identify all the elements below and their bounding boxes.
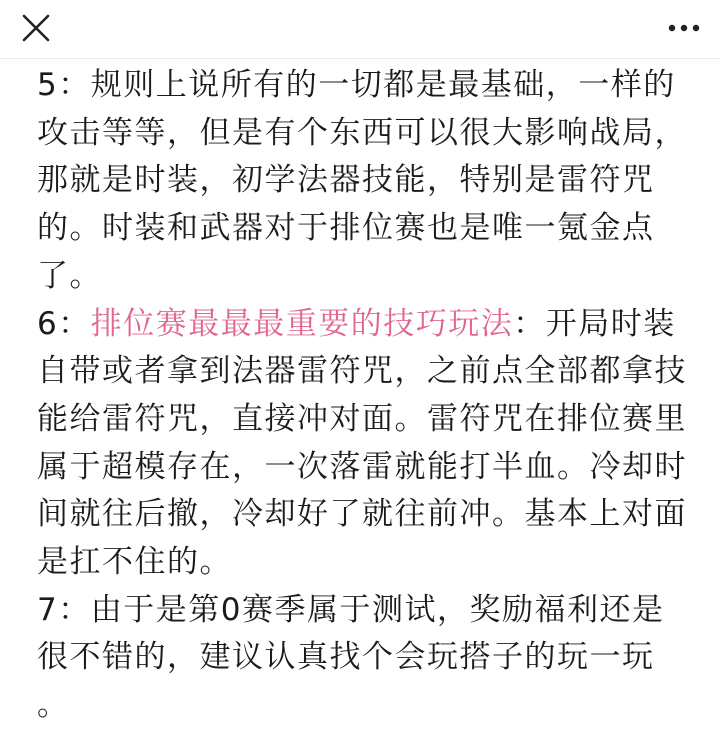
paragraph-6-number: 6： — [37, 305, 91, 342]
close-icon — [18, 10, 54, 46]
paragraph-7: 7：由于是第0赛季属于测试，奖励福利还是很不错的，建议认真找个会玩搭子的玩一玩 。 — [37, 591, 665, 724]
close-button[interactable] — [18, 10, 54, 46]
more-options-button[interactable] — [664, 10, 704, 46]
paragraph-5: 5：规则上说所有的一切都是最基础，一样的攻击等等，但是有个东西可以很大影响战局，那就是时装，初学法器技能，特别是雷符咒的。时装和武器对于排位赛也是唯一氪金点了。 — [37, 67, 687, 294]
more-dots-icon — [664, 10, 704, 46]
highlighted-text: 排位赛最最最重要的技巧玩法 — [90, 305, 514, 342]
paragraph-6 — [37, 301, 687, 587]
top-bar — [0, 0, 720, 59]
paragraph-6-body: ：开局时装自带或者拿到法器雷符咒，之前点全部都拿技能给雷符咒，直接冲对面。雷符咒在排位赛里属于超模存在，一次落雷就能打半血。冷却时间就往后撤，冷却好了就往前冲。基本上对面是扛不住的。 — [37, 305, 687, 581]
article-content — [37, 62, 687, 730]
